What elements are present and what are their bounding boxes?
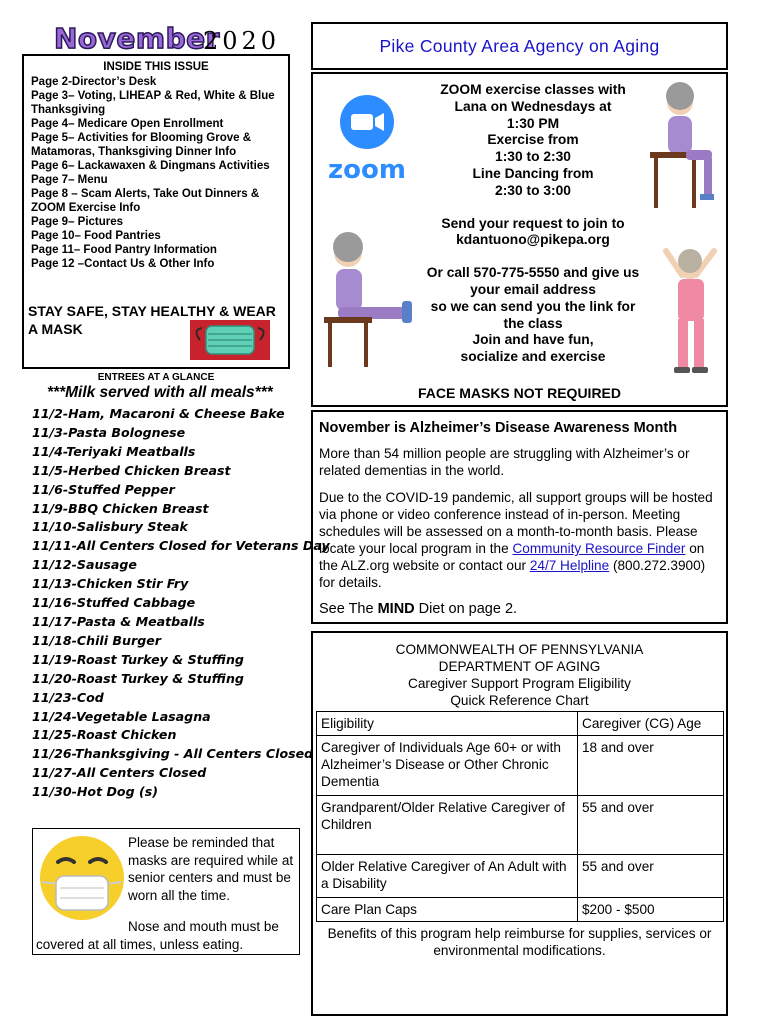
mind-diet-text-a: See The xyxy=(319,601,378,617)
newsletter-month: November xyxy=(54,22,220,55)
stay-safe-text: STAY SAFE, STAY HEALTHY & WEAR A MASK xyxy=(28,303,276,337)
zoom-line: 1:30 PM xyxy=(506,115,560,131)
svg-text:zoom: zoom xyxy=(328,155,406,185)
mask-reminder-text-2: Nose and mouth must be covered at all times, unless eating. xyxy=(36,919,279,952)
table-cell: Grandparent/Older Relative Caregiver of Children xyxy=(317,796,578,855)
inside-item: Page 6– Lackawaxen & Dingmans Activities xyxy=(31,160,270,172)
zoom-call-line: socialize and exercise xyxy=(460,349,606,365)
zoom-logo-icon xyxy=(318,88,416,186)
milk-note: ***Milk served with all meals*** xyxy=(47,384,273,401)
entree-item: 11/5-Herbed Chicken Breast xyxy=(32,462,231,478)
entree-item: 11/27-All Centers Closed xyxy=(32,765,207,781)
inside-item: Page 2-Director’s Desk xyxy=(31,76,157,88)
newsletter-year: 2020 xyxy=(203,27,281,55)
table-header-row xyxy=(317,712,724,736)
entree-item: 11/25-Roast Chicken xyxy=(32,727,177,743)
zoom-line: ZOOM exercise classes with xyxy=(440,82,626,97)
mind-diet-note xyxy=(319,601,720,618)
agency-title: Pike County Area Agency on Aging xyxy=(311,22,728,70)
inside-item: Page 9– Pictures xyxy=(31,216,124,228)
zoom-request-line: Send your request to join to xyxy=(441,215,625,231)
entree-item: 11/10-Salisbury Steak xyxy=(32,519,188,535)
table-row xyxy=(317,898,724,922)
zoom-line: 1:30 to 2:30 xyxy=(495,149,571,165)
zoom-call-line: your email address xyxy=(470,281,596,297)
entree-item: 11/24-Vegetable Lasagna xyxy=(32,708,211,724)
zoom-call-line: Join and have fun, xyxy=(472,332,594,348)
entree-item: 11/13-Chicken Stir Fry xyxy=(32,576,189,592)
caregiver-header-line: Caregiver Support Program Eligibility xyxy=(408,676,631,691)
entree-item: 11/4-Teriyaki Meatballs xyxy=(32,443,196,459)
caregiver-eligibility-table xyxy=(316,711,724,922)
mind-diet-bold: MIND xyxy=(377,601,415,617)
caregiver-header-line: Quick Reference Chart xyxy=(450,693,589,708)
alzheimers-p2-text: Due to the COVID-19 pandemic, all support groups will be hosted via phone or video conference instead of in-person. Meeting schedules will be assessed on a month-to-month basis. Please locate your local program in the xyxy=(319,490,713,556)
leg-extension-figure-icon xyxy=(318,225,418,370)
table-row xyxy=(317,736,724,796)
inside-list xyxy=(31,75,281,271)
alzheimers-title: November is Alzheimer’s Disease Awareness Month xyxy=(319,420,678,436)
zoom-line: Lana on Wednesdays at xyxy=(454,98,612,114)
mind-diet-text-b: Diet on page 2. xyxy=(414,601,518,617)
column-header: Caregiver (CG) Age xyxy=(578,712,724,736)
alzheimers-paragraph-1: More than 54 million people are struggling with Alzheimer’s or related dementias in the world. xyxy=(319,446,690,478)
entree-item: 11/11-All Centers Closed for Veterans Day xyxy=(32,538,330,554)
community-resource-finder-link[interactable]: Community Resource Finder xyxy=(512,541,686,556)
inside-item: Page 12 –Contact Us & Other Info xyxy=(31,258,215,270)
masked-face-emoji-icon xyxy=(36,832,128,924)
alzheimers-paragraph-2 xyxy=(319,489,720,591)
zoom-call-line: so we can send you the link for xyxy=(430,298,636,314)
entree-item: 11/26-Thanksgiving - All Centers Closed xyxy=(32,746,314,762)
inside-item: Page 7– Menu xyxy=(31,174,108,186)
mask-reminder-text: Please be reminded that masks are required while at senior centers and must be worn all the time. xyxy=(128,835,294,903)
zoom-call-line: Or call 570-775-5550 and give us xyxy=(426,265,640,281)
table-cell: Older Relative Caregiver of An Adult with a Disability xyxy=(317,855,578,898)
inside-item: Page 5– Activities for Blooming Grove & Matamoras, Thanksgiving Dinner Info xyxy=(31,132,252,158)
seated-exercise-figure-icon xyxy=(640,82,718,222)
entree-item: 11/9-BBQ Chicken Breast xyxy=(32,500,209,516)
caregiver-header-line: DEPARTMENT OF AGING xyxy=(438,659,601,674)
face-mask-icon xyxy=(190,320,270,360)
alzheimers-p2-text-c: (800.272.3900) for details. xyxy=(319,558,706,590)
zoom-info-text xyxy=(420,82,646,366)
table-cell: 55 and over xyxy=(578,796,724,855)
entree-item: 11/19-Roast Turkey & Stuffing xyxy=(32,651,244,667)
entree-item: 11/30-Hot Dog (s) xyxy=(32,784,158,800)
entrees-title: ENTREES AT A GLANCE xyxy=(97,372,215,383)
column-header: Eligibility xyxy=(317,712,578,736)
entree-item: 11/2-Ham, Macaroni & Cheese Bake xyxy=(32,406,285,421)
zoom-line: Exercise from xyxy=(487,132,579,148)
helpline-link[interactable]: 24/7 Helpline xyxy=(529,558,610,573)
caregiver-support-box xyxy=(311,631,728,1016)
inside-item: Page 8 – Scam Alerts, Take Out Dinners & ZOOM Exercise Info xyxy=(31,188,260,214)
entree-list xyxy=(32,405,330,802)
entree-item: 11/12-Sausage xyxy=(32,557,137,573)
zoom-line: 2:30 to 3:00 xyxy=(495,182,571,198)
zoom-call-line: the class xyxy=(503,315,563,331)
alzheimers-p2-text-b: on the ALZ.org website or contact our xyxy=(319,541,705,573)
caregiver-header-line: COMMONWEALTH OF PENNSYLVANIA xyxy=(395,642,644,657)
stretching-figure-icon xyxy=(660,245,722,377)
entree-item: 11/18-Chili Burger xyxy=(32,632,161,648)
entree-item: 11/6-Stuffed Pepper xyxy=(32,481,175,497)
zoom-line: Line Dancing from xyxy=(472,165,594,181)
table-cell: 18 and over xyxy=(578,736,724,796)
inside-item: Page 11– Food Pantry Information xyxy=(31,244,217,256)
face-masks-note: FACE MASKS NOT REQUIRED xyxy=(417,385,621,401)
entree-item: 11/3-Pasta Bolognese xyxy=(32,424,186,440)
inside-item: Page 10– Food Pantries xyxy=(31,230,161,242)
inside-title: INSIDE THIS ISSUE xyxy=(103,61,209,73)
table-row xyxy=(317,796,724,855)
alzheimers-awareness-box xyxy=(311,410,728,624)
inside-item: Page 4– Medicare Open Enrollment xyxy=(31,118,224,130)
entree-item: 11/23-Cod xyxy=(32,689,104,705)
table-cell: Caregiver of Individuals Age 60+ or with Alzheimer’s Disease or Other Chronic Dementia xyxy=(317,736,578,796)
entree-item: 11/17-Pasta & Meatballs xyxy=(32,613,205,629)
table-row xyxy=(317,855,724,898)
inside-item: Page 3– Voting, LIHEAP & Red, White & Blue Thanksgiving xyxy=(31,90,275,116)
caregiver-footer-note: Benefits of this program help reimburse for supplies, services or environmental modifications. xyxy=(327,926,712,958)
zoom-email-link[interactable]: kdantuono@pikepa.org xyxy=(456,232,610,248)
entree-item: 11/16-Stuffed Cabbage xyxy=(32,595,196,611)
table-cell: Care Plan Caps xyxy=(317,898,578,922)
table-cell: $200 - $500 xyxy=(578,898,724,922)
table-cell: 55 and over xyxy=(578,855,724,898)
entree-item: 11/20-Roast Turkey & Stuffing xyxy=(32,670,244,686)
